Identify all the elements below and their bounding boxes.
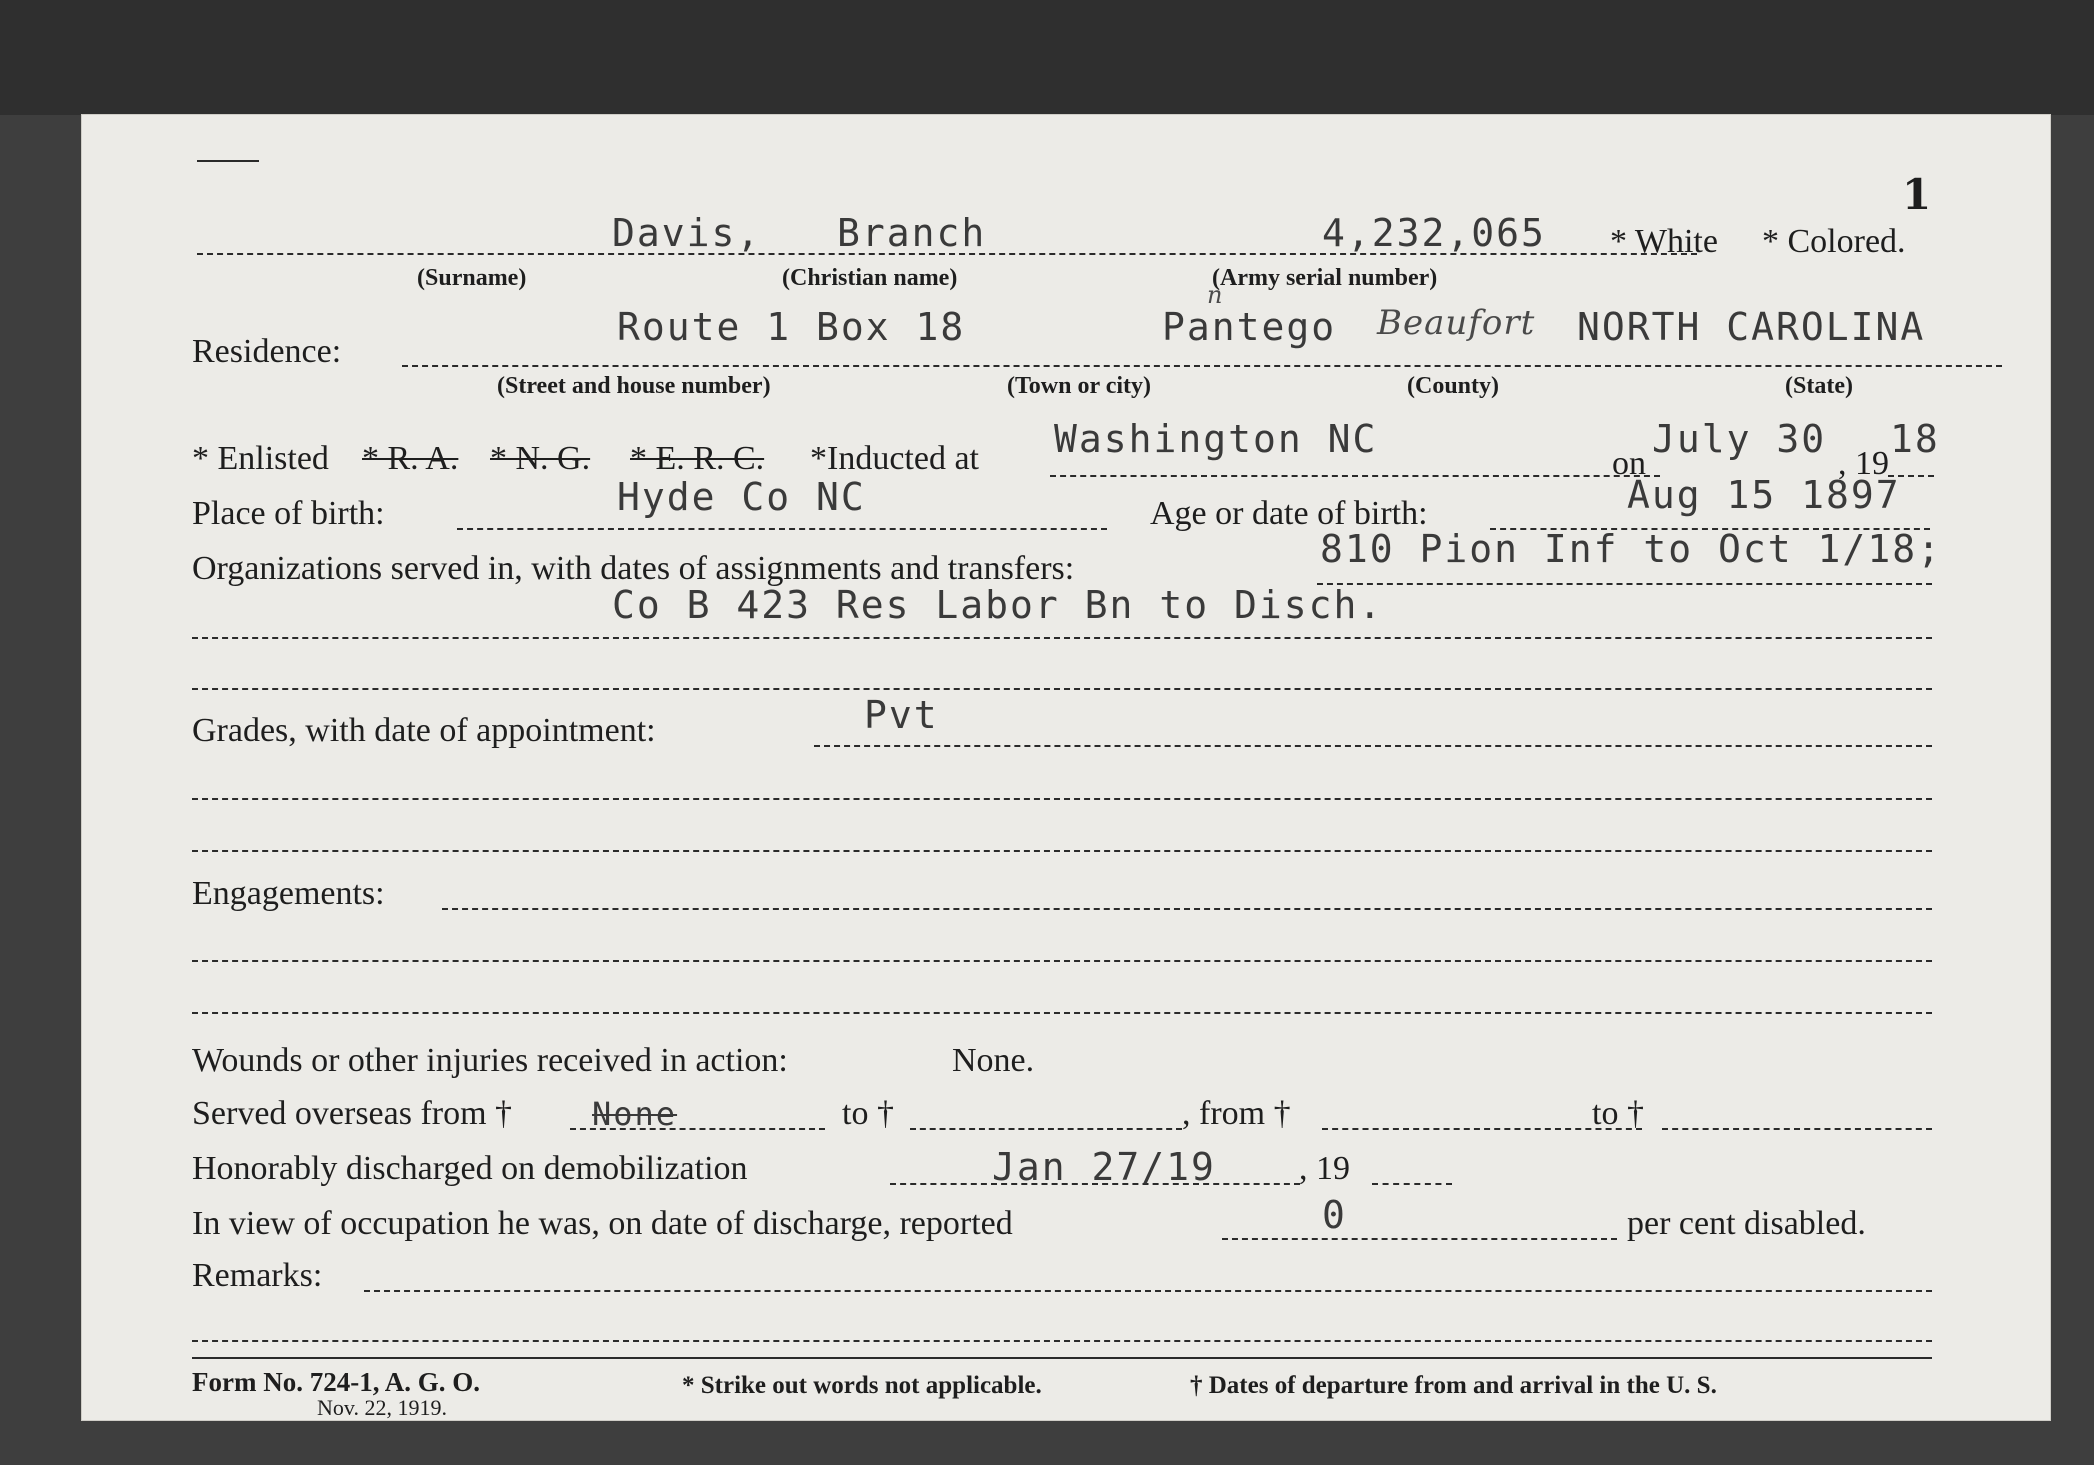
ng-label: * N. G. (490, 440, 591, 477)
overseas-to-label: to † (842, 1095, 894, 1132)
inducted-year-value: 18 (1890, 417, 1940, 461)
residence-label: Residence: (192, 333, 342, 370)
town-value: Pantego (1162, 305, 1337, 349)
footnote-dates: † Dates of departure from and arrival in the U. S. (1190, 1372, 1717, 1399)
grades-line-3 (192, 850, 1932, 852)
overseas-from2-label: , from † (1182, 1095, 1291, 1132)
grade-value: Pvt (864, 693, 939, 737)
discharge-year-label: , 19 (1299, 1150, 1350, 1187)
birthdate-value: Aug 15 1897 (1627, 473, 1901, 517)
service-record-card (82, 115, 2050, 1420)
scanner-background (0, 0, 2094, 115)
discharged-label: Honorably discharged on demobilization (192, 1150, 748, 1187)
card-number: 1 (1902, 170, 1932, 219)
grades-line-1 (814, 745, 1932, 747)
surname-value: Davis, (612, 211, 762, 255)
footer-rule (192, 1357, 1932, 1359)
wounds-label: Wounds or other injuries received in action: (192, 1042, 788, 1079)
discharge-year-line (1372, 1183, 1452, 1185)
disabled-line (1222, 1238, 1617, 1240)
footnote-strike: * Strike out words not applicable. (682, 1372, 1042, 1399)
discharge-date-value: Jan 27/19 (992, 1145, 1216, 1189)
engagements-line-1 (442, 908, 1932, 910)
remarks-line-1 (364, 1290, 1932, 1292)
county-value: Beaufort (1377, 303, 1536, 343)
birthplace-label: Place of birth: (192, 495, 385, 532)
org-line-1 (1317, 583, 1932, 585)
overseas-from-value: None (592, 1095, 678, 1133)
serial-number-value: 4,232,065 (1322, 211, 1546, 255)
grades-line-2 (192, 798, 1932, 800)
erc-label: * E. R. C. (630, 440, 765, 477)
wounds-value: None. (952, 1042, 1035, 1079)
overseas-to2-label: to † (1592, 1095, 1644, 1132)
state-value: NORTH CAROLINA (1577, 305, 1926, 349)
inducted-date-value: July 30 (1652, 417, 1827, 461)
grades-label: Grades, with date of appointment: (192, 712, 656, 749)
residence-line (402, 365, 2002, 367)
overseas-to2-line (1662, 1128, 1932, 1130)
inducted-place-value: Washington NC (1054, 417, 1378, 461)
inducted-line (1050, 475, 1660, 477)
overseas-label: Served overseas from † (192, 1095, 513, 1132)
inducted-label: *Inducted at (810, 440, 979, 477)
street-caption: (Street and house number) (497, 373, 771, 399)
remarks-line-2 (192, 1340, 1932, 1342)
race-white-label: * White (1610, 223, 1718, 260)
occupation-label: In view of occupation he was, on date of discharge, reported (192, 1205, 1013, 1242)
county-caption: (County) (1407, 373, 1500, 399)
ra-label: * R. A. (362, 440, 459, 477)
organizations-label: Organizations served in, with dates of assignments and transfers: (192, 550, 1075, 587)
enlisted-label: * Enlisted (192, 440, 329, 477)
engagements-line-2 (192, 960, 1932, 962)
christian-name-caption: (Christian name) (782, 265, 958, 291)
state-caption: (State) (1785, 373, 1853, 399)
engagements-line-3 (192, 1012, 1932, 1014)
serial-caption: (Army serial number) (1212, 265, 1438, 291)
org-line-3 (192, 688, 1932, 690)
engagements-label: Engagements: (192, 875, 385, 912)
age-label: Age or date of birth: (1150, 495, 1428, 532)
remarks-label: Remarks: (192, 1257, 323, 1294)
street-value: Route 1 Box 18 (617, 305, 966, 349)
form-number: Form No. 724-1, A. G. O. (192, 1367, 480, 1397)
birthplace-value: Hyde Co NC (617, 475, 866, 519)
org-line-2 (192, 637, 1932, 639)
race-colored-label: * Colored. (1762, 223, 1906, 260)
overseas-to-line (910, 1128, 1182, 1130)
on-label: on (1612, 445, 1646, 482)
year-prefix-label: , 19 (1838, 445, 1889, 482)
org-value-1: 810 Pion Inf to Oct 1/18; (1320, 527, 1942, 571)
org-value-2: Co B 423 Res Labor Bn to Disch. (612, 583, 1384, 627)
birthplace-line (457, 528, 1107, 530)
corner-mark (197, 160, 259, 162)
form-date: Nov. 22, 1919. (317, 1395, 447, 1420)
disabled-label: per cent disabled. (1627, 1205, 1866, 1242)
surname-caption: (Surname) (417, 265, 527, 291)
disabled-value: 0 (1322, 1193, 1347, 1237)
town-correction: n (1207, 281, 1224, 309)
christian-name-value: Branch (837, 211, 987, 255)
town-caption: (Town or city) (1007, 373, 1151, 399)
